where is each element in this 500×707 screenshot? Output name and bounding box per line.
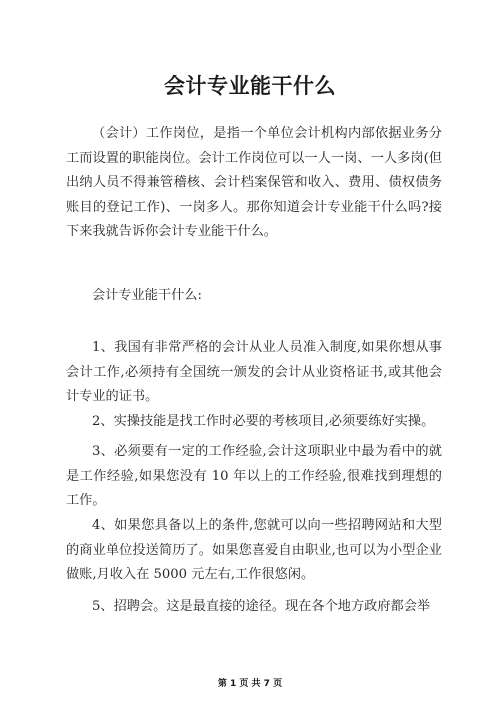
list-item-paragraph-2: 2、实操技能是找工作时必要的考核项目,必须要练好实操。 xyxy=(92,414,435,429)
document-title: 会计专业能干什么 xyxy=(164,73,336,98)
list-item-paragraph-4: 4、如果您具备以上的条件,您就可以向一些招聘网站和大型的商业单位投送简历了。如果您喜爱自由职业,也可以为小型企业做账,月收入在 5000 元左右,工作很悠闲。 xyxy=(66,518,442,582)
list-item-paragraph-3: 3、必须要有一定的工作经验,会计这项职业中最为看中的就是工作经验,如果您没有 10 年以上的工作经验,很难找到理想的工作。 xyxy=(66,444,442,508)
list-item-paragraph-1: 1、我国有非常严格的会计从业人员准入制度,如果你想从事会计工作,必须持有全国统一颁发的会计从业资格证书,或其他会计专业的证书。 xyxy=(66,340,442,404)
list-item-paragraph-5: 5、招聘会。这是最直接的途径。现在各个地方政府都会举 xyxy=(92,599,431,614)
page-number-footer: 第 1 页 共 7 页 xyxy=(217,679,283,689)
section-lead-paragraph: 会计专业能干什么: xyxy=(92,288,202,303)
intro-paragraph: （会计）工作岗位，是指一个单位会计机构内部依据业务分工而设置的职能岗位。会计工作岗位可以一人一岗、一人多岗(但出纳人员不得兼管稽核、会计档案保管和收入、费用、债权债务账目的登记工作)、一岗多人。那你知道会计专业能干什么吗?接下来我就告诉你会计专业能干什么。 xyxy=(66,126,442,239)
